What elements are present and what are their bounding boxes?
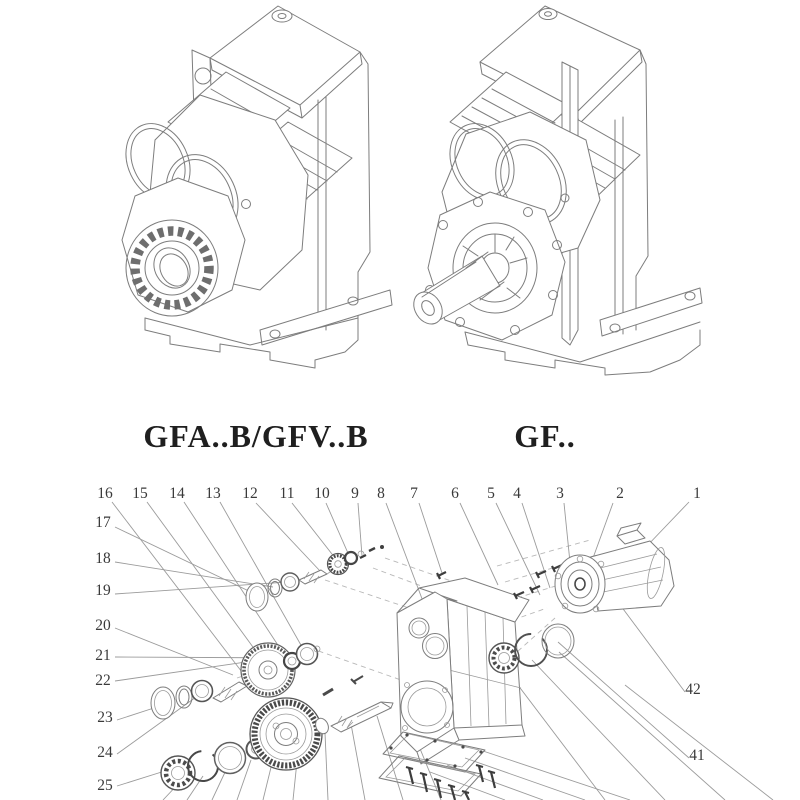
callout-1: 1 — [693, 485, 701, 502]
callout-15: 15 — [132, 485, 148, 502]
callout-25: 25 — [97, 777, 113, 794]
right-gearbox-body — [410, 6, 702, 375]
terminal-box — [617, 530, 645, 544]
callout-41: 41 — [689, 747, 705, 764]
callout-18: 18 — [95, 550, 111, 567]
callout-3: 3 — [556, 485, 564, 502]
splined-input-shaft — [299, 570, 327, 584]
oil-plug — [539, 9, 557, 20]
intermediate-gear — [241, 643, 295, 697]
model-label-left: GFA..B/GFV..B — [143, 418, 369, 454]
callout-16: 16 — [97, 485, 113, 502]
right-gearbox-drawing — [410, 0, 725, 400]
input-shaft-parts — [246, 545, 384, 611]
exploded-parts-diagram — [85, 470, 800, 800]
left-gearbox-drawing — [60, 0, 405, 400]
left-gearbox-body — [114, 6, 392, 368]
callout-42: 42 — [685, 681, 701, 698]
callout-6: 6 — [451, 485, 459, 502]
callout-5: 5 — [487, 485, 495, 502]
callout-2: 2 — [616, 485, 624, 502]
callout-12: 12 — [242, 485, 258, 502]
callout-24: 24 — [97, 744, 113, 761]
callout-17: 17 — [95, 514, 111, 531]
callout-8: 8 — [377, 485, 385, 502]
motor-flange — [555, 555, 605, 613]
oil-seal — [215, 743, 246, 774]
callout-9: 9 — [351, 485, 359, 502]
callout-11: 11 — [279, 485, 295, 502]
callout-20: 20 — [95, 617, 111, 634]
callout-10: 10 — [314, 485, 330, 502]
splined-intermediate-shaft — [213, 682, 247, 702]
oil-plug — [272, 10, 292, 22]
callout-4: 4 — [513, 485, 521, 502]
callout-23: 23 — [97, 709, 113, 726]
output-solid-shaft — [331, 702, 393, 732]
output-gear — [250, 698, 322, 770]
callout-22: 22 — [95, 672, 111, 689]
callout-7: 7 — [410, 485, 418, 502]
callout-14: 14 — [169, 485, 185, 502]
cover-bolts — [406, 765, 495, 800]
model-label-right: GF.. — [514, 418, 576, 454]
callout-19: 19 — [95, 582, 111, 599]
callout-21: 21 — [95, 647, 111, 664]
callout-13: 13 — [205, 485, 221, 502]
